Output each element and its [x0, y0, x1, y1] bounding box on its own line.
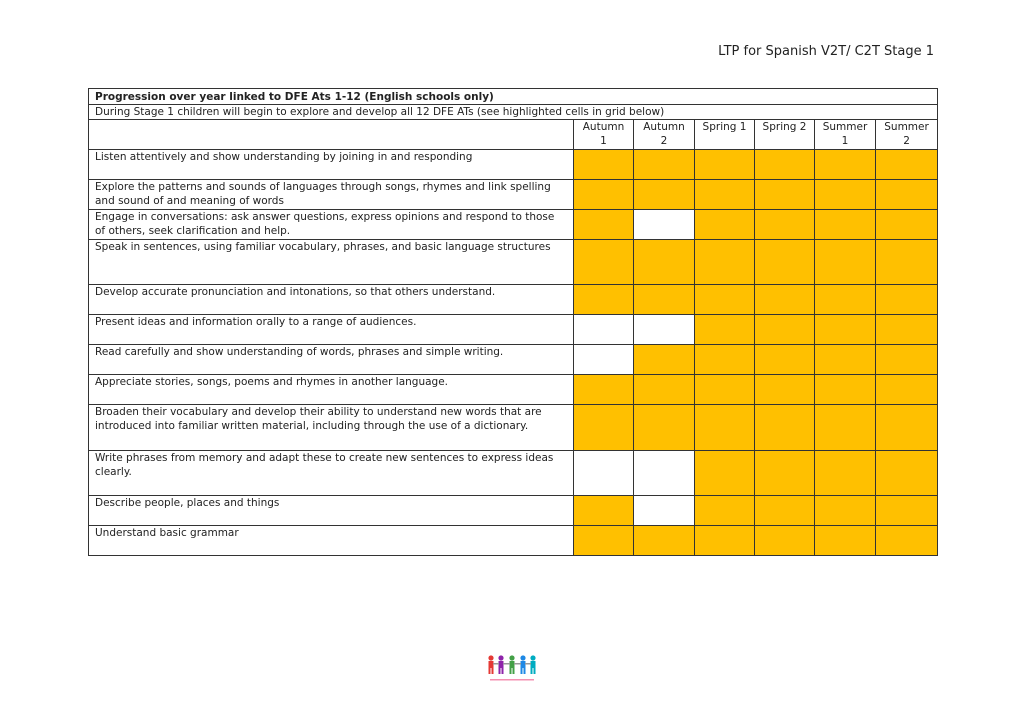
highlighted-cell: [876, 315, 938, 345]
highlighted-cell: [815, 526, 876, 556]
row-label: Present ideas and information orally to a range of audiences.: [89, 315, 574, 345]
highlighted-cell: [876, 210, 938, 240]
column-header-line1: Autumn: [643, 121, 685, 133]
row-label: Write phrases from memory and adapt these to create new sentences to express ideas clearly.: [89, 451, 574, 496]
highlighted-cell: [876, 240, 938, 285]
column-header-1: [574, 120, 634, 150]
column-header-line2: 2: [660, 135, 668, 147]
highlighted-cell: [755, 180, 815, 210]
row-label: Understand basic grammar: [89, 526, 574, 556]
column-header-blank: [89, 120, 574, 150]
highlighted-cell: [876, 345, 938, 375]
highlighted-cell: [695, 240, 755, 285]
highlighted-cell: [574, 210, 634, 240]
highlighted-cell: [574, 526, 634, 556]
column-header-3: [695, 120, 755, 150]
highlighted-cell: [815, 345, 876, 375]
highlighted-cell: [815, 496, 876, 526]
highlighted-cell: [755, 315, 815, 345]
highlighted-cell: [634, 240, 695, 285]
table-intro: During Stage 1 children will begin to explore and develop all 12 DFE ATs (see highlighted cells in grid below): [89, 105, 938, 120]
highlighted-cell: [695, 315, 755, 345]
highlighted-cell: [695, 405, 755, 451]
row-label: Listen attentively and show understanding by joining in and responding: [89, 150, 574, 180]
column-header-2: [634, 120, 695, 150]
highlighted-cell: [695, 285, 755, 315]
column-header-line1: Summer: [884, 121, 929, 133]
document-header-title: LTP for Spanish V2T/ C2T Stage 1: [718, 44, 934, 59]
empty-cell: [634, 496, 695, 526]
column-header-row: [89, 120, 938, 150]
row-label: Speak in sentences, using familiar vocabulary, phrases, and basic language structures: [89, 240, 574, 285]
highlighted-cell: [574, 180, 634, 210]
highlighted-cell: [815, 375, 876, 405]
table-row: [89, 285, 938, 315]
column-header-6: [876, 120, 938, 150]
highlighted-cell: [695, 496, 755, 526]
column-header-4: [755, 120, 815, 150]
highlighted-cell: [755, 210, 815, 240]
highlighted-cell: [634, 150, 695, 180]
highlighted-cell: [876, 451, 938, 496]
highlighted-cell: [695, 180, 755, 210]
column-header-line2: 1: [600, 135, 607, 147]
column-header-line2: 2: [903, 135, 910, 147]
highlighted-cell: [574, 150, 634, 180]
table-row: [89, 210, 938, 240]
empty-cell: [574, 345, 634, 375]
highlighted-cell: [755, 405, 815, 451]
table-row: [89, 240, 938, 285]
highlighted-cell: [574, 496, 634, 526]
highlighted-cell: [876, 375, 938, 405]
highlighted-cell: [815, 405, 876, 451]
row-label: Explore the patterns and sounds of languages through songs, rhymes and link spelling and sound of and meaning of words: [89, 180, 574, 210]
table-row: [89, 526, 938, 556]
empty-cell: [574, 451, 634, 496]
highlighted-cell: [755, 285, 815, 315]
highlighted-cell: [574, 285, 634, 315]
table-row: [89, 405, 938, 451]
table-title: Progression over year linked to DFE Ats 1-12 (English schools only): [89, 89, 938, 105]
highlighted-cell: [876, 405, 938, 451]
highlighted-cell: [574, 405, 634, 451]
highlighted-cell: [755, 240, 815, 285]
table-row: [89, 315, 938, 345]
highlighted-cell: [815, 451, 876, 496]
row-label: Engage in conversations: ask answer questions, express opinions and respond to those of others, seek clarification and help.: [89, 210, 574, 240]
highlighted-cell: [876, 526, 938, 556]
highlighted-cell: [634, 375, 695, 405]
highlighted-cell: [695, 375, 755, 405]
highlighted-cell: [815, 240, 876, 285]
table-row: [89, 496, 938, 526]
highlighted-cell: [755, 526, 815, 556]
highlighted-cell: [695, 150, 755, 180]
column-header-line1: Summer: [822, 121, 868, 133]
highlighted-cell: [755, 496, 815, 526]
empty-cell: [634, 315, 695, 345]
highlighted-cell: [876, 285, 938, 315]
highlighted-cell: [815, 285, 876, 315]
highlighted-cell: [634, 405, 695, 451]
empty-cell: [634, 210, 695, 240]
row-label: Appreciate stories, songs, poems and rhymes in another language.: [89, 375, 574, 405]
table-row: [89, 180, 938, 210]
column-header-line1: Autumn: [582, 121, 625, 133]
column-header-line1: Spring 1: [702, 121, 747, 133]
highlighted-cell: [815, 150, 876, 180]
empty-cell: [574, 315, 634, 345]
table-row: [89, 375, 938, 405]
highlighted-cell: [695, 345, 755, 375]
highlighted-cell: [876, 180, 938, 210]
highlighted-cell: [815, 315, 876, 345]
highlighted-cell: [634, 345, 695, 375]
row-label: Read carefully and show understanding of words, phrases and simple writing.: [89, 345, 574, 375]
table-row: [89, 345, 938, 375]
row-label: Describe people, places and things: [89, 496, 574, 526]
highlighted-cell: [695, 451, 755, 496]
row-label: Develop accurate pronunciation and intonations, so that others understand.: [89, 285, 574, 315]
highlighted-cell: [634, 526, 695, 556]
highlighted-cell: [634, 180, 695, 210]
table-row: [89, 451, 938, 496]
highlighted-cell: [695, 210, 755, 240]
highlighted-cell: [815, 180, 876, 210]
highlighted-cell: [876, 496, 938, 526]
empty-cell: [634, 451, 695, 496]
highlighted-cell: [574, 375, 634, 405]
column-header-line1: Spring 2: [762, 121, 807, 133]
row-label: Broaden their vocabulary and develop their ability to understand new words that are introduced into familiar written material, including through the use of a dictionary.: [89, 405, 574, 451]
highlighted-cell: [755, 345, 815, 375]
people-chain-logo-icon: [486, 654, 538, 684]
highlighted-cell: [574, 240, 634, 285]
highlighted-cell: [876, 150, 938, 180]
highlighted-cell: [755, 451, 815, 496]
highlighted-cell: [815, 210, 876, 240]
column-header-line2: 1: [841, 135, 849, 147]
highlighted-cell: [755, 375, 815, 405]
column-header-5: [815, 120, 876, 150]
highlighted-cell: [695, 526, 755, 556]
highlighted-cell: [634, 285, 695, 315]
table-row: [89, 150, 938, 180]
highlighted-cell: [755, 150, 815, 180]
progression-table: [88, 88, 938, 556]
